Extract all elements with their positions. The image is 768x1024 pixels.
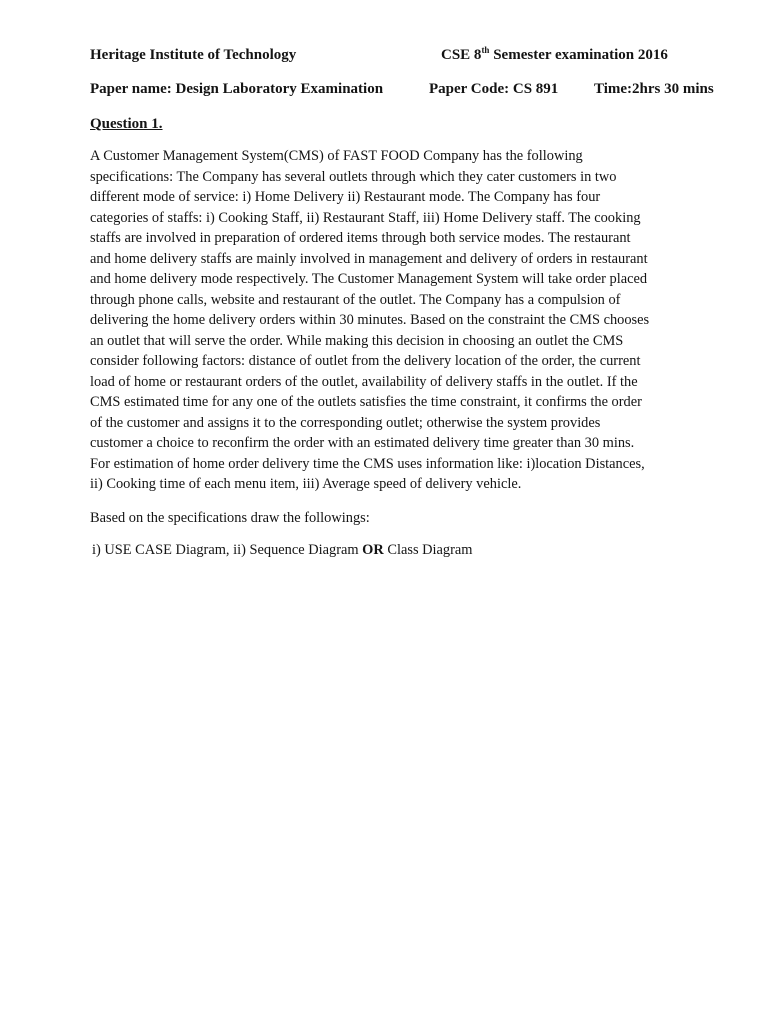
specification-line: CMS estimated time for any one of the outlets satisfies the time constraint, it confirms the order bbox=[90, 394, 642, 410]
paper-name: Paper name: Design Laboratory Examination bbox=[90, 81, 384, 97]
paper-code: Paper Code: CS 891 bbox=[429, 81, 559, 97]
specification-line: categories of staffs: i) Cooking Staff, ii) Restaurant Staff, iii) Home Delivery staff. The cooking bbox=[90, 209, 641, 226]
specification-line: consider following factors: distance of outlet from the delivery location of the order, the current bbox=[90, 353, 641, 369]
specification-line: A Customer Management System(CMS) of FAST FOOD Company has the following bbox=[90, 148, 583, 164]
question-instruction: Based on the specifications draw the followings: bbox=[90, 510, 370, 526]
specification-line: of the customer and assigns it to the corresponding outlet; otherwise the system provides bbox=[90, 414, 601, 431]
exam-title bbox=[441, 46, 668, 64]
exam-duration: Time:2hrs 30 mins bbox=[594, 81, 714, 97]
institute-name: Heritage Institute of Technology bbox=[90, 47, 297, 63]
specification-line: different mode of service: i) Home Delivery ii) Restaurant mode. The Company has four bbox=[90, 189, 601, 205]
question-tasks bbox=[92, 540, 473, 560]
tasks-text-after: Class Diagram bbox=[383, 542, 473, 558]
specification-line: specifications: The Company has several outlets through which they cater customers in two bbox=[90, 168, 617, 185]
tasks-text-before: i) USE CASE Diagram, ii) Sequence Diagram bbox=[92, 542, 363, 558]
question-title: Question 1. bbox=[90, 116, 163, 132]
specification-line: For estimation of home order delivery time the CMS uses information like: i)location Distances, bbox=[90, 455, 645, 472]
exam-title-superscript: th bbox=[481, 45, 490, 55]
specification-line: delivering the home delivery orders within 30 minutes. Based on the constraint the CMS chooses bbox=[90, 312, 650, 328]
exam-title-suffix: Semester examination 2016 bbox=[489, 47, 668, 63]
specification-line: customer a choice to reconfirm the order with an estimated delivery time greater than 30 mins. bbox=[90, 435, 635, 451]
specification-line: through phone calls, website and restaurant of the outlet. The Company has a compulsion of bbox=[90, 291, 621, 308]
specification-line: an outlet that will serve the order. While making this decision in choosing an outlet the CMS bbox=[90, 332, 624, 349]
exam-title-prefix: CSE 8 bbox=[441, 47, 482, 63]
tasks-or-keyword: OR bbox=[362, 542, 384, 558]
specification-line: ii) Cooking time of each menu item, iii) Average speed of delivery vehicle. bbox=[90, 476, 522, 492]
question-specification bbox=[90, 146, 690, 495]
specification-line: load of home or restaurant orders of the outlet, availability of delivery staffs in the outlet. If the bbox=[90, 373, 638, 390]
specification-line: staffs are involved in preparation of ordered items through both service modes. The restaurant bbox=[90, 230, 631, 246]
specification-line: and home delivery staffs are mainly involved in management and delivery of orders in restaurant bbox=[90, 250, 648, 267]
specification-line: and home delivery mode respectively. The Customer Management System will take order placed bbox=[90, 271, 648, 287]
